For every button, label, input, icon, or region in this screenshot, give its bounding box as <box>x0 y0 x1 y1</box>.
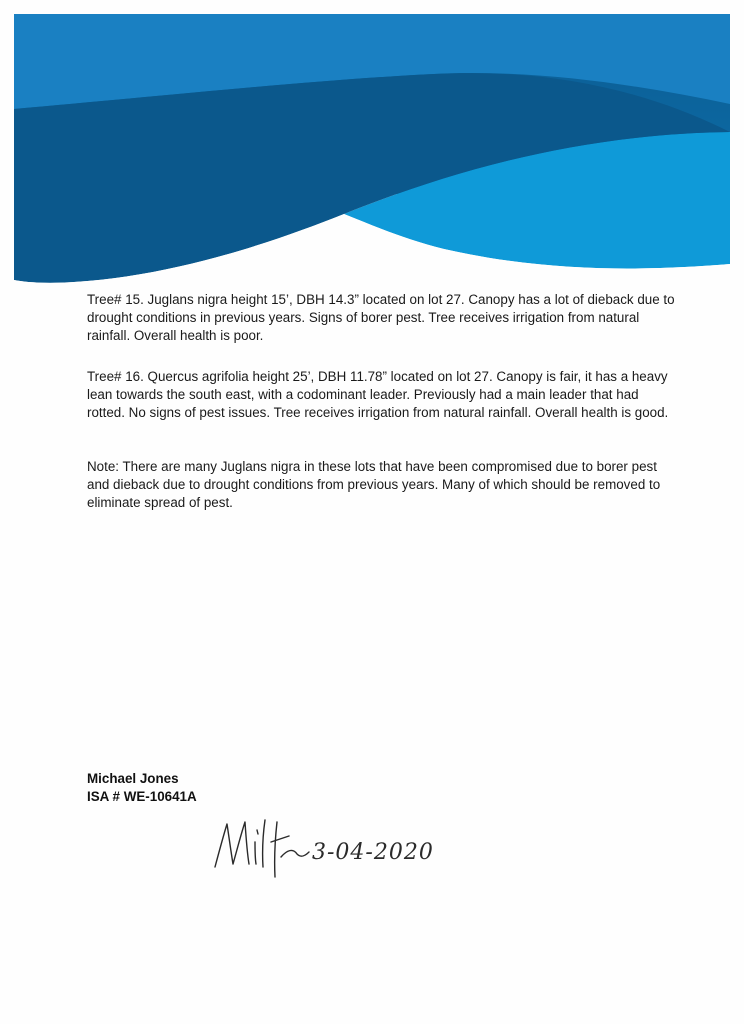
signer-name: Michael Jones <box>87 771 179 786</box>
tree-16-paragraph: Tree# 16. Quercus agrifolia height 25’, DBH 11.78” located on lot 27. Canopy is fair, it has a heavy lean towards the south east, with a codominant leader. Previously had a main leader that had rotted. No signs of pest issues. Tree receives irrigation from natural rainfall. Overall health is good. <box>87 369 669 420</box>
isa-certification: ISA # WE-10641A <box>87 789 197 804</box>
header-wave-graphic <box>14 14 730 294</box>
handwritten-date: 3-04-2020 <box>312 840 434 865</box>
tree-15-paragraph: Tree# 15. Juglans nigra height 15’, DBH 14.3” located on lot 27. Canopy has a lot of dieback due to drought conditions in previous years. Signs of borer pest. Tree receives irrigation from natural rainfall. Overall health is poor. <box>87 292 675 343</box>
note-paragraph: Note: There are many Juglans nigra in these lots that have been compromised due to borer pest and dieback due to drought conditions from previous years. Many of which should be removed to eliminate spread of pest. <box>87 459 661 510</box>
signature-block <box>87 770 197 806</box>
